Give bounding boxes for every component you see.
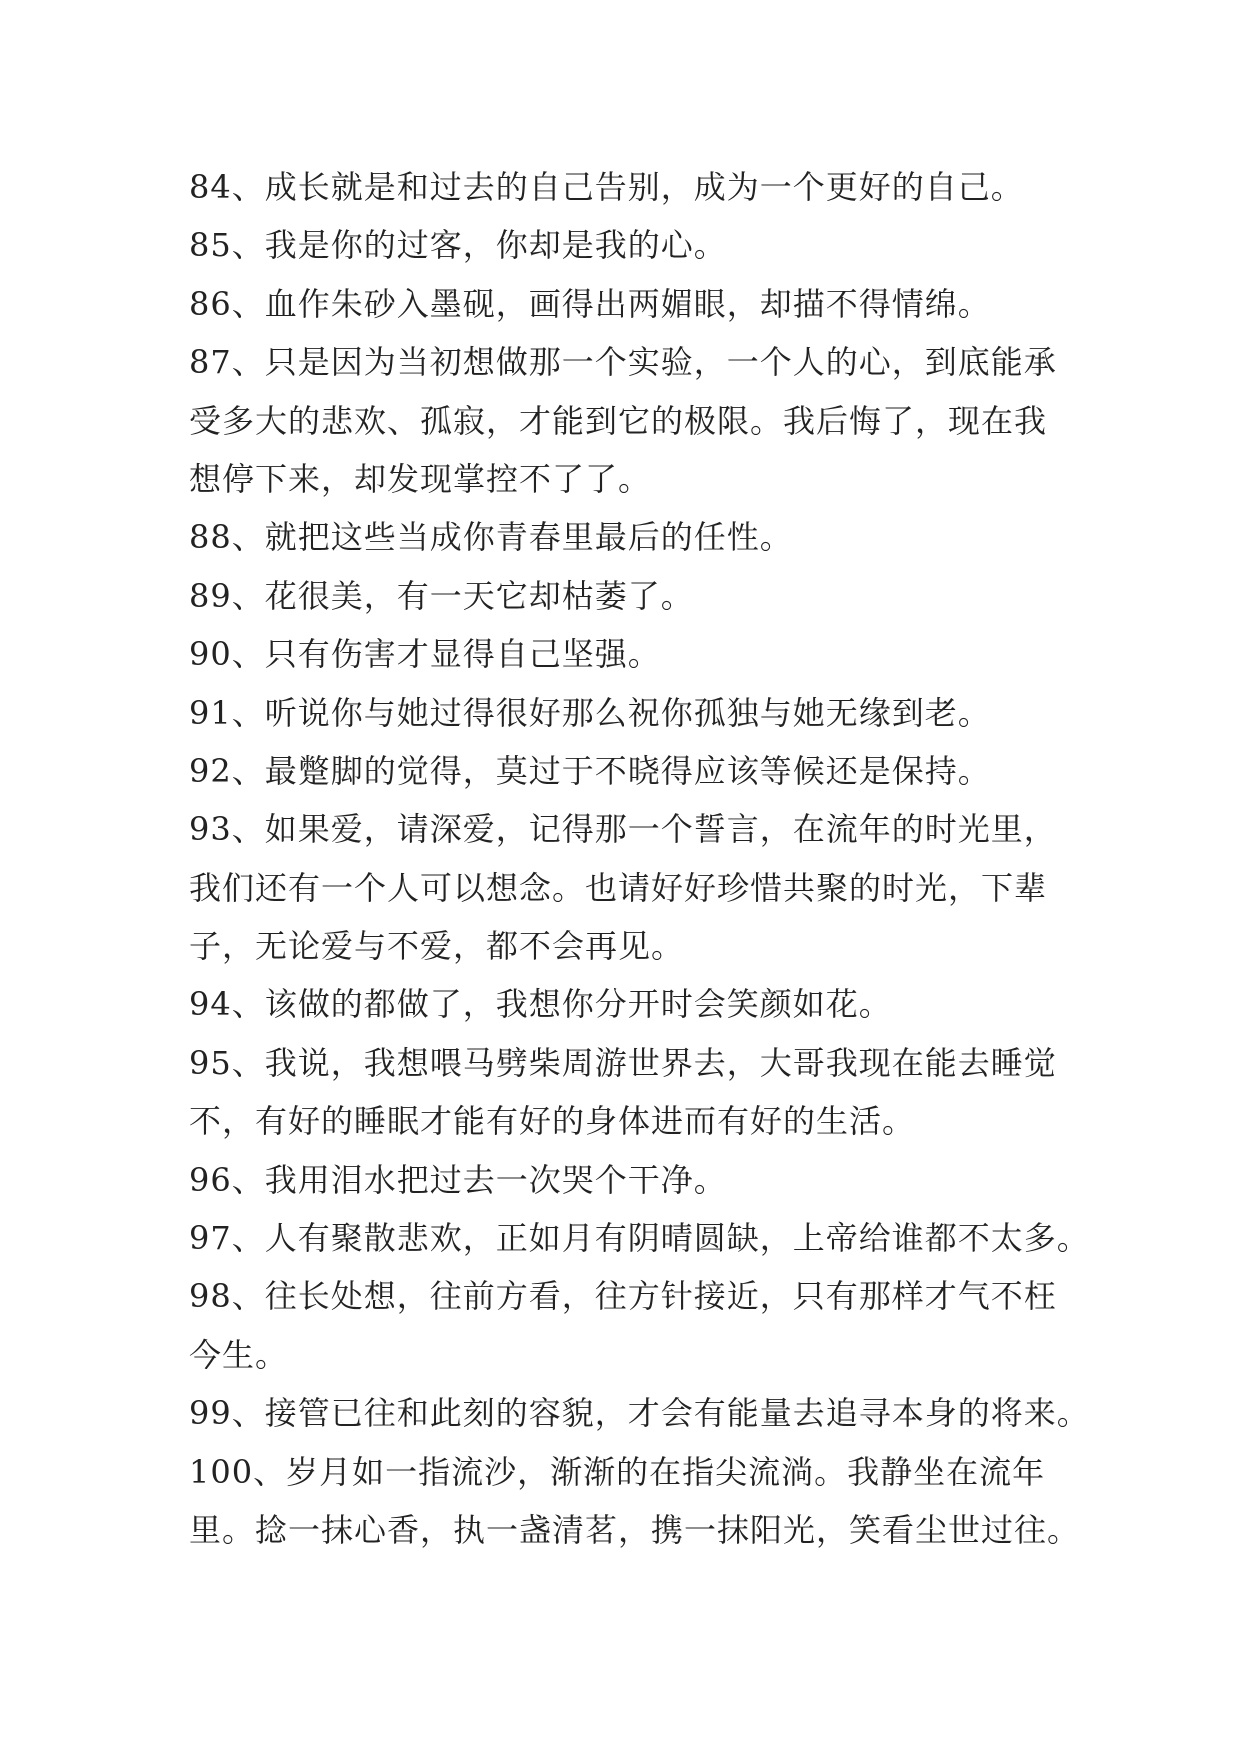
text-line: 84、成长就是和过去的自己告别，成为一个更好的自己。 [189, 168, 1024, 206]
text-line: 90、只有伤害才显得自己坚强。 [189, 635, 661, 674]
text-line: 99、接管已往和此刻的容貌，才会有能量去追寻本身的将来。 [189, 1394, 1090, 1433]
text-line: 子，无论爱与不爱，都不会再见。 [189, 927, 685, 966]
text-line: 96、我用泪水把过去一次哭个干净。 [189, 1160, 727, 1199]
text-line: 87、只是因为当初想做那一个实验，一个人的心，到底能承 [189, 343, 1057, 382]
text-line: 想停下来，却发现掌控不了了。 [189, 459, 652, 498]
text-line: 85、我是你的过客，你却是我的心。 [189, 226, 727, 265]
text-line: 我们还有一个人可以想念。也请好好珍惜共聚的时光，下辈 [189, 868, 1048, 907]
text-line: 今生。 [189, 1335, 289, 1374]
text-line: 89、花很美，有一天它却枯萎了。 [189, 576, 694, 615]
text-line: 受多大的悲欢、孤寂，才能到它的极限。我后悔了，现在我 [189, 401, 1048, 440]
text-line: 91、听说你与她过得很好那么祝你孤独与她无缘到老。 [189, 693, 991, 732]
text-line: 86、血作朱砂入墨砚，画得出两媚眼，却描不得情绵。 [189, 284, 991, 323]
text-line: 里。捻一抹心香，执一盏清茗，携一抹阳光，笑看尘世过往。 [189, 1510, 1081, 1549]
text-line: 94、该做的都做了，我想你分开时会笑颜如花。 [189, 985, 892, 1024]
text-line: 100、岁月如一指流沙，渐渐的在指尖流淌。我静坐在流年 [189, 1452, 1046, 1491]
text-line: 97、人有聚散悲欢，正如月有阴晴圆缺，上帝给谁都不太多。 [189, 1219, 1090, 1258]
text-line: 93、如果爱，请深爱，记得那一个誓言，在流年的时光里， [189, 810, 1057, 849]
document-body [189, 158, 1090, 1559]
text-line: 不，有好的睡眠才能有好的身体进而有好的生活。 [189, 1102, 916, 1141]
text-line: 95、我说，我想喂马劈柴周游世界去，大哥我现在能去睡觉 [189, 1043, 1057, 1082]
text-line: 88、就把这些当成你青春里最后的任性。 [189, 518, 793, 557]
text-line: 92、最蹩脚的觉得，莫过于不晓得应该等候还是保持。 [189, 751, 991, 790]
text-line: 98、往长处想，往前方看，往方针接近，只有那样才气不枉 [189, 1277, 1057, 1316]
